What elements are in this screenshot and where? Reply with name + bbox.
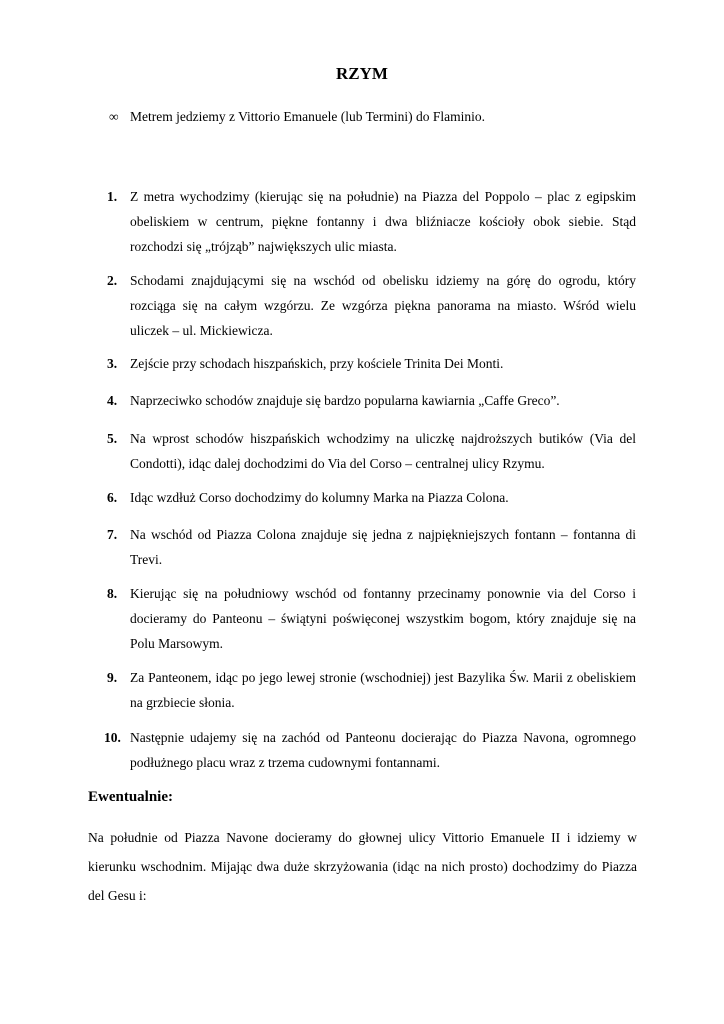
list-item bbox=[88, 426, 636, 476]
list-item bbox=[88, 268, 636, 343]
step-number: 7. bbox=[107, 527, 118, 542]
page-title: RZYM bbox=[336, 64, 388, 83]
step-number: 10. bbox=[104, 730, 121, 745]
list-item bbox=[88, 184, 636, 259]
step-text: Naprzeciwko schodów znajduje się bardzo popularna kawiarnia „Caffe Greco”. bbox=[130, 393, 560, 408]
infinity-bullet-icon: ∞ bbox=[109, 109, 119, 124]
list-item bbox=[88, 522, 636, 572]
list-item bbox=[88, 581, 636, 656]
step-number: 4. bbox=[107, 393, 118, 408]
step-text: Zejście przy schodach hiszpańskich, przy kościele Trinita Dei Monti. bbox=[130, 356, 504, 371]
step-text: Kierując się na południowy wschód od fontanny przecinamy ponownie via del Corso i docieramy do Panteonu – świątyni poświęconej wszystkim bogom, który znajduje się na Polu Marsowym. bbox=[130, 586, 636, 651]
step-text: Za Panteonem, idąc po jego lewej stronie (wschodniej) jest Bazylika Św. Marii z obeliskiem na grzbiecie słonia. bbox=[130, 670, 636, 710]
step-number: 6. bbox=[107, 490, 118, 505]
step-number: 2. bbox=[107, 273, 118, 288]
list-item bbox=[88, 388, 636, 413]
list-item bbox=[88, 665, 636, 715]
step-text: Idąc wzdłuż Corso dochodzimy do kolumny Marka na Piazza Colona. bbox=[130, 490, 509, 505]
step-number: 8. bbox=[107, 586, 118, 601]
intro-line bbox=[109, 108, 669, 126]
step-number: 5. bbox=[107, 431, 118, 446]
step-number: 3. bbox=[107, 356, 118, 371]
optional-paragraph: Na południe od Piazza Navone docieramy do głownej ulicy Vittorio Emanuele II i idziemy w kierunku wschodnim. Mijając dwa duże skrzyżowania (idąc na nich prosto) dochodzimy do Piazza del Gesu i: bbox=[88, 830, 637, 903]
step-text: Następnie udajemy się na zachód od Panteonu docierając do Piazza Navona, ogromnego podłużnego placu wraz z trzema cudownymi fontannami. bbox=[130, 730, 636, 770]
list-item bbox=[88, 485, 636, 510]
list-item bbox=[88, 725, 636, 775]
section-heading-optional: Ewentualnie: bbox=[88, 789, 174, 805]
step-number: 1. bbox=[107, 189, 118, 204]
step-text: Na wschód od Piazza Colona znajduje się jedna z najpiękniejszych fontann – fontanna di Trevi. bbox=[130, 527, 636, 567]
step-text: Z metra wychodzimy (kierując się na południe) na Piazza del Poppolo – plac z egipskim obeliskiem w centrum, piękne fontanny i dwa bliźniacze kościoły obok siebie. Stąd rozchodzi się „trójząb” największych ulic miasta. bbox=[130, 189, 636, 254]
list-item bbox=[88, 351, 636, 376]
step-number: 9. bbox=[107, 670, 118, 685]
step-text: Schodami znajdującymi się na wschód od obelisku idziemy na górę do ogrodu, który rozciąga się na całym wzgórzu. Ze wzgórza piękna panorama na miasto. Wśród wielu uliczek – ul. Mickiewicza. bbox=[130, 273, 636, 338]
intro-text: Metrem jedziemy z Vittorio Emanuele (lub Termini) do Flaminio. bbox=[130, 109, 486, 124]
step-text: Na wprost schodów hiszpańskich wchodzimy na uliczkę najdroższych butików (Via del Condotti), idąc dalej dochodzimi do Via del Corso – centralnej ulicy Rzymu. bbox=[130, 431, 636, 471]
